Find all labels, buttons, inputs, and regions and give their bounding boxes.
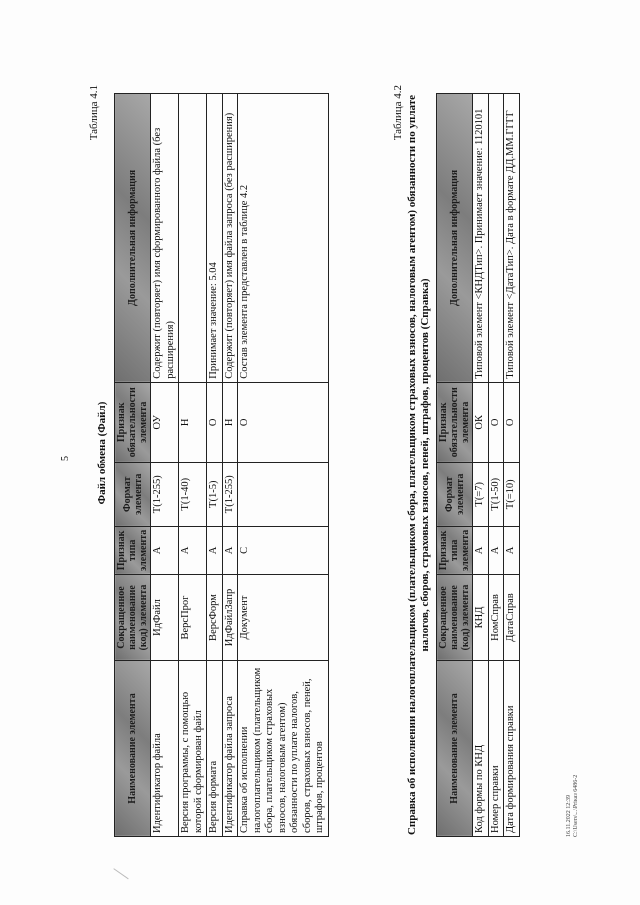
table-row (222, 93, 238, 836)
cell-name: Дата формирования справки (504, 660, 520, 836)
cell-code: ВерсПрог (179, 574, 207, 660)
table1 (114, 93, 329, 837)
table-row (238, 93, 329, 836)
table1-header-code: Сокращенное наименование (код) элемента (115, 574, 151, 660)
cell-required: Н (179, 382, 207, 462)
cell-required: ОК (473, 382, 489, 462)
cell-format: Т(=10) (504, 462, 520, 526)
footer-timestamp: 16.11.2022 12:39 (566, 794, 572, 837)
cell-type: А (473, 526, 489, 574)
table2-header-code: Сокращенное наименование (код) элемента (437, 574, 473, 660)
cell-required: Н (222, 382, 238, 462)
cell-format: Т(1-5) (207, 462, 223, 526)
cell-name: Справка об исполнении налогоплательщиком (плательщиком сбора, плательщиком страховых взносов, налоговым агентом) обязанности по уплате налогов, сборов, страховых взносов, пеней, штрафов, процентов (238, 660, 329, 836)
cell-type: А (222, 526, 238, 574)
table2-header-name: Наименование элемента (437, 660, 473, 836)
rotated-content (60, 53, 580, 853)
cell-type: А (504, 526, 520, 574)
cell-format: Т(1-255) (151, 462, 179, 526)
cell-info: Состав элемента представлен в таблице 4.2 (238, 93, 329, 382)
cell-type: А (207, 526, 223, 574)
table2-header-info: Дополнительная информация (437, 93, 473, 382)
footer-note (566, 774, 580, 836)
table2-label: Таблица 4.2 (392, 84, 404, 140)
footer-path: C:\Users\...\Priказ 6486-2 (573, 774, 579, 837)
cell-required: О (488, 382, 504, 462)
pen-mark (105, 868, 128, 891)
table2-caption: Справка об исполнении налогоплательщиком (плательщиком сбора, плательщиком страховых взносов, налоговым агентом) обязанности по уплате налогов, сборов, страховых взносов, пеней, штрафов, процентов (Справка) (406, 94, 431, 835)
cell-code: ВерсФорм (207, 574, 223, 660)
table-row (151, 93, 179, 836)
table1-header-required: Признак обязательности элемента (115, 382, 151, 462)
cell-required: О (207, 382, 223, 462)
table1-header-row (115, 93, 151, 836)
cell-code: ДатаСправ (504, 574, 520, 660)
cell-type: А (179, 526, 207, 574)
table1-header-type: Признак типа элемента (115, 526, 151, 574)
cell-required: О (504, 382, 520, 462)
cell-name: Идентификатор файла (151, 660, 179, 836)
cell-code: ИдФайлЗапр (222, 574, 238, 660)
table1-header-info: Дополнительная информация (115, 93, 151, 382)
cell-type: А (151, 526, 179, 574)
cell-format: Т(=7) (473, 462, 489, 526)
cell-code: ИдФайл (151, 574, 179, 660)
cell-format (238, 462, 329, 526)
table-row (473, 93, 489, 836)
cell-format: Т(1-50) (488, 462, 504, 526)
cell-name: Номер справки (488, 660, 504, 836)
cell-type: А (488, 526, 504, 574)
cell-info: Содержит (повторяет) имя сформированного файла (без расширения) (151, 93, 179, 382)
table2-header-row (437, 93, 473, 836)
cell-code: Документ (238, 574, 329, 660)
table2 (436, 93, 520, 837)
cell-info: Содержит (повторяет) имя файла запроса (без расширения) (222, 93, 238, 382)
cell-name: Код формы по КНД (473, 660, 489, 836)
cell-type: С (238, 526, 329, 574)
cell-format: Т(1-40) (179, 462, 207, 526)
cell-format: Т(1-255) (222, 462, 238, 526)
table1-label: Таблица 4.1 (88, 84, 100, 140)
table-row (504, 93, 520, 836)
page-number: 5 (60, 455, 71, 461)
cell-name: Версия формата (207, 660, 223, 836)
cell-info (179, 93, 207, 382)
cell-info (488, 93, 504, 382)
table2-header-format: Формат элемента (437, 462, 473, 526)
table1-caption: Файл обмена (Файл) (96, 401, 108, 504)
cell-name: Идентификатор файла запроса (222, 660, 238, 836)
cell-code: НомСправ (488, 574, 504, 660)
table-row (207, 93, 223, 836)
cell-required: ОУ (151, 382, 179, 462)
table1-header-format: Формат элемента (115, 462, 151, 526)
cell-required: О (238, 382, 329, 462)
table-row (179, 93, 207, 836)
cell-code: КНД (473, 574, 489, 660)
cell-name: Версия программы, с помощью которой сформирован файл (179, 660, 207, 836)
cell-info: Типовой элемент <ДатаТип>. Дата в формате ДД.ММ.ГГГГ (504, 93, 520, 382)
table2-header-type: Признак типа элемента (437, 526, 473, 574)
table2-header-required: Признак обязательности элемента (437, 382, 473, 462)
table1-header-name: Наименование элемента (115, 660, 151, 836)
table-row (488, 93, 504, 836)
cell-info: Принимает значение: 5.04 (207, 93, 223, 382)
cell-info: Типовой элемент <КНДТип>. Принимает значение: 1120101 (473, 93, 489, 382)
